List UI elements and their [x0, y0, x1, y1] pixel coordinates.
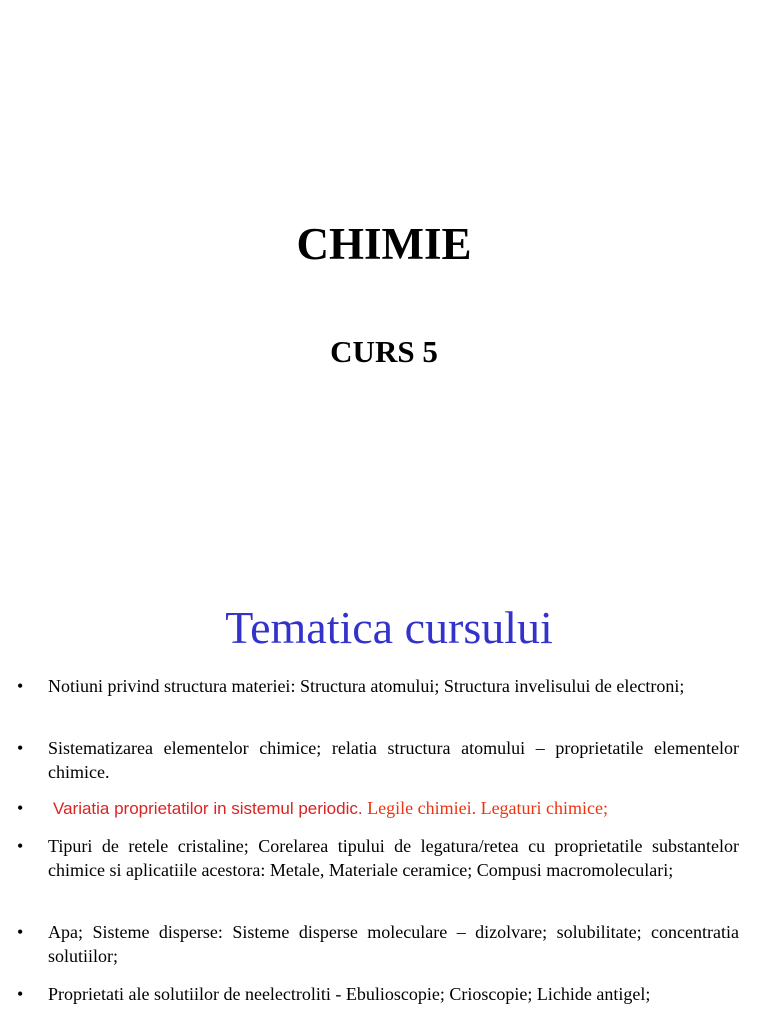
bullet-icon: •	[17, 676, 24, 696]
topic-text: Sistematizarea elementelor chimice; relatia structura atomului – proprietatile elementelor chimice.	[48, 738, 739, 782]
bullet-icon: •	[17, 922, 24, 942]
bullet-icon: •	[17, 798, 24, 818]
topic-text: Tipuri de retele cristaline; Corelarea tipului de legatura/retea cu proprietatile substantelor chimice si aplicatiile acestora: Metale, Materiale ceramice; Compusi macromoleculari;	[48, 836, 739, 880]
topic-text: Proprietati ale solutiilor de neelectroliti - Ebulioscopie; Crioscopie; Lichide antigel;	[48, 984, 651, 1004]
document-title: CHIMIE	[296, 219, 472, 269]
document-subtitle: CURS 5	[330, 334, 438, 369]
highlight-orange-text: Legile chimiei. Legaturi chimice;	[362, 798, 609, 818]
section-heading: Tematica cursului	[225, 602, 553, 653]
topic-text: Notiuni privind structura materiei: Structura atomului; Structura invelisului de electroni;	[48, 676, 685, 696]
topic-text: Apa; Sisteme disperse: Sisteme disperse moleculare – dizolvare; solubilitate; concentratia solutiilor;	[48, 922, 739, 966]
bullet-icon: •	[17, 984, 24, 1004]
highlight-red-text: Variatia proprietatilor in sistemul periodic.	[53, 799, 363, 818]
topic-text-highlighted	[48, 796, 739, 821]
bullet-icon: •	[17, 836, 24, 856]
bullet-icon: •	[17, 738, 24, 758]
